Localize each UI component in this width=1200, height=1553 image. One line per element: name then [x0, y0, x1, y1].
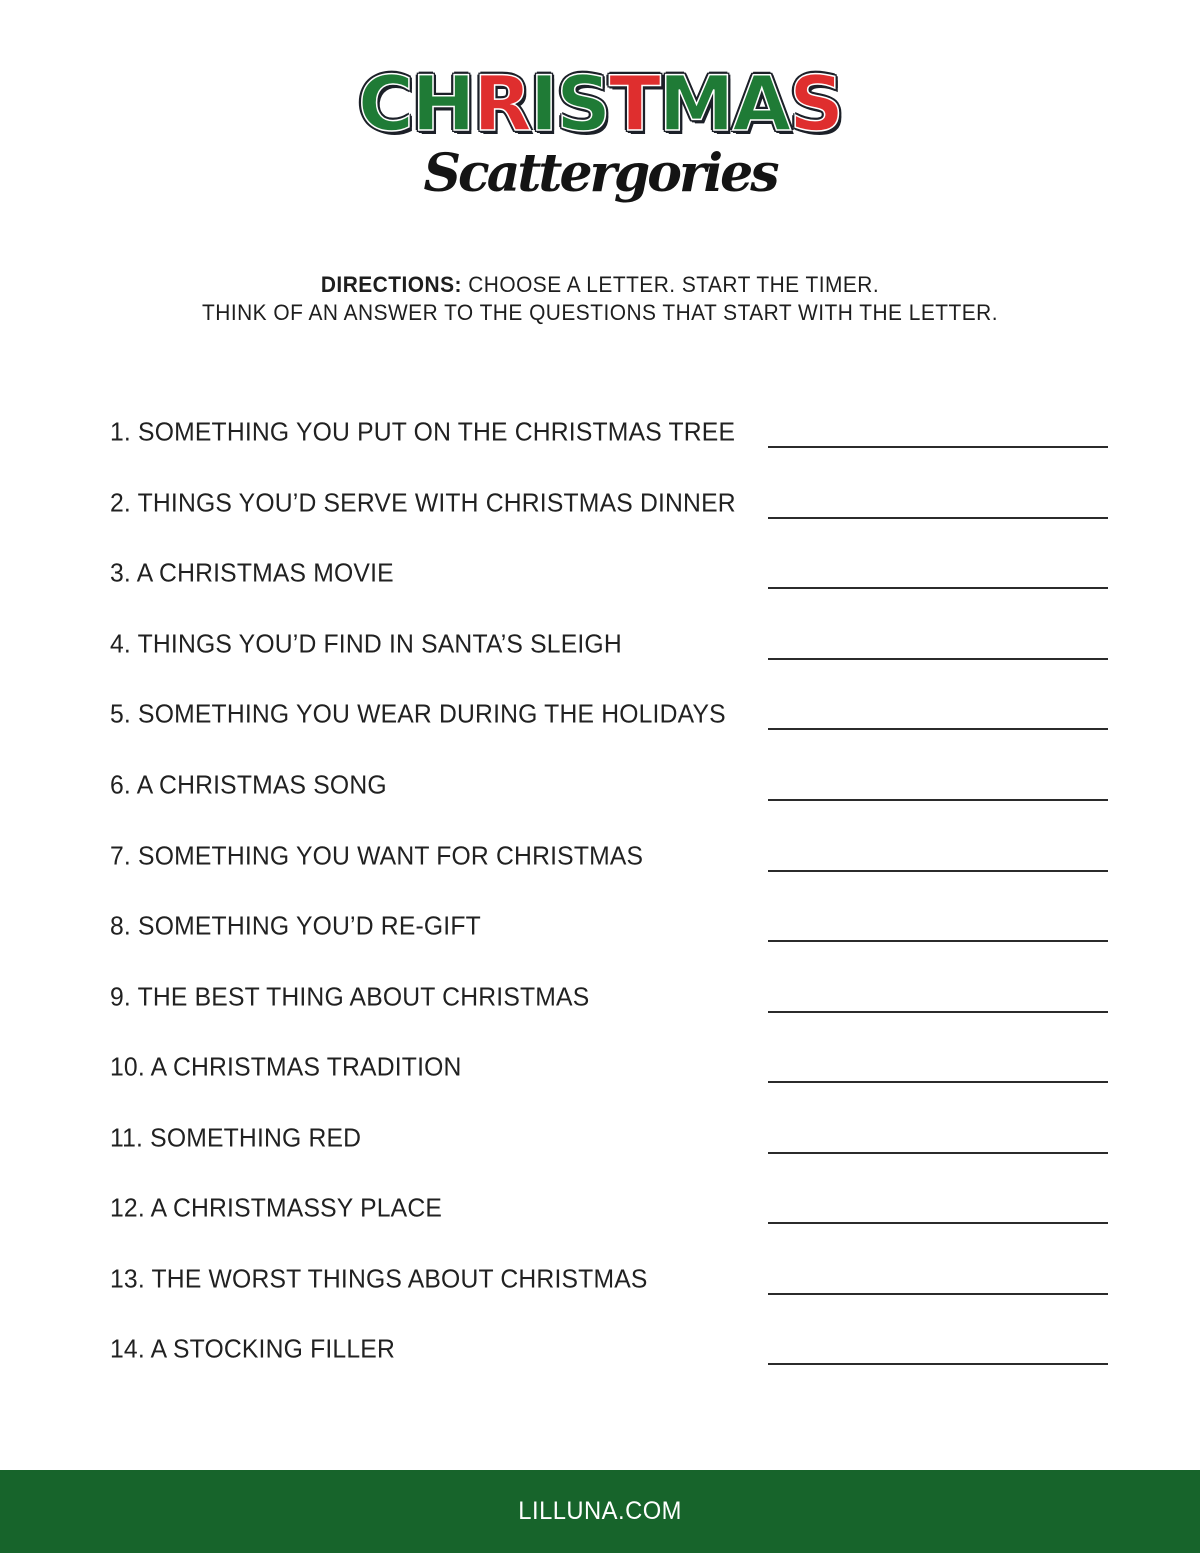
question-text: A CHRISTMAS TRADITION: [150, 1051, 462, 1082]
question-label: [110, 629, 622, 660]
title-letter: H: [411, 59, 474, 148]
answer-blank-line: [768, 1152, 1108, 1154]
answer-blank-line: [768, 587, 1108, 589]
question-text: A CHRISTMAS MOVIE: [136, 557, 394, 588]
question-number: 3.: [110, 557, 131, 588]
answer-blank-line: [768, 1081, 1108, 1083]
question-text: A CHRISTMAS SONG: [136, 769, 387, 800]
answer-blank-line: [768, 1293, 1108, 1295]
question-text: THINGS YOU’D SERVE WITH CHRISTMAS DINNER: [137, 487, 736, 518]
title-letter: A: [732, 59, 790, 148]
header: [0, 59, 1200, 204]
question-row-4: [0, 609, 1200, 679]
question-text: A STOCKING FILLER: [150, 1333, 395, 1364]
question-text: SOMETHING YOU WEAR DURING THE HOLIDAYS: [138, 698, 726, 729]
question-label: [110, 982, 589, 1013]
answer-blank-line: [768, 799, 1108, 801]
question-label: [110, 488, 736, 519]
question-row-13: [0, 1244, 1200, 1314]
question-text: SOMETHING YOU PUT ON THE CHRISTMAS TREE: [138, 416, 736, 447]
answer-blank-line: [768, 658, 1108, 660]
question-number: 11.: [110, 1122, 144, 1153]
question-text: SOMETHING YOU WANT FOR CHRISTMAS: [138, 840, 644, 871]
page-title: [357, 59, 842, 148]
question-number: 14.: [110, 1333, 145, 1364]
question-label: [110, 1264, 648, 1295]
title-letter: R: [473, 59, 530, 148]
question-number: 7.: [110, 840, 131, 871]
title-letter: S: [789, 59, 842, 148]
question-label: [110, 770, 387, 801]
answer-blank-line: [768, 940, 1108, 942]
question-label: [110, 699, 726, 730]
answer-blank-line: [768, 446, 1108, 448]
question-label: [110, 1193, 442, 1224]
directions-line-2: THINK OF AN ANSWER TO THE QUESTIONS THAT START WITH THE LETTER.: [202, 300, 998, 325]
question-text: THE WORST THINGS ABOUT CHRISTMAS: [151, 1263, 648, 1294]
question-row-12: [0, 1173, 1200, 1243]
answer-blank-line: [768, 870, 1108, 872]
footer-site-text: LILLUNA.COM: [518, 1497, 682, 1525]
question-row-1: [0, 397, 1200, 467]
page-subtitle-script: Scattergories: [423, 143, 777, 204]
question-row-14: [0, 1314, 1200, 1384]
question-row-7: [0, 821, 1200, 891]
title-letter: S: [556, 59, 609, 148]
question-label: [110, 417, 735, 448]
question-number: 10.: [110, 1051, 145, 1082]
answer-blank-line: [768, 1222, 1108, 1224]
directions-line-1: DIRECTIONS: CHOOSE A LETTER. START THE TIMER.: [320, 272, 880, 297]
answer-blank-line: [768, 517, 1108, 519]
question-row-3: [0, 538, 1200, 608]
question-text: SOMETHING YOU’D RE-GIFT: [138, 910, 481, 941]
question-row-8: [0, 891, 1200, 961]
directions-text: [30, 271, 1170, 327]
question-label: [110, 1052, 462, 1083]
title-letter: M: [658, 59, 733, 148]
answer-blank-line: [768, 1363, 1108, 1365]
question-number: 9.: [110, 981, 131, 1012]
answer-blank-line: [768, 1011, 1108, 1013]
question-number: 4.: [110, 628, 131, 659]
question-text: SOMETHING RED: [150, 1122, 362, 1153]
question-row-10: [0, 1032, 1200, 1102]
question-text: THINGS YOU’D FIND IN SANTA’S SLEIGH: [137, 628, 622, 659]
footer-bar: [0, 1470, 1200, 1553]
question-row-11: [0, 1103, 1200, 1173]
directions-label: DIRECTIONS:: [320, 272, 462, 297]
question-number: 5.: [110, 698, 131, 729]
answer-blank-line: [768, 728, 1108, 730]
question-number: 8.: [110, 910, 131, 941]
title-letter: T: [608, 59, 659, 148]
question-label: [110, 558, 394, 589]
title-letter: I: [529, 59, 557, 148]
question-row-9: [0, 962, 1200, 1032]
question-number: 13.: [110, 1263, 145, 1294]
question-number: 12.: [110, 1192, 145, 1223]
question-text: THE BEST THING ABOUT CHRISTMAS: [137, 981, 590, 1012]
question-row-5: [0, 679, 1200, 749]
question-number: 1.: [110, 416, 131, 447]
question-number: 2.: [110, 487, 131, 518]
question-label: [110, 911, 481, 942]
title-letter: C: [357, 59, 412, 148]
question-label: [110, 1334, 395, 1365]
question-text: A CHRISTMASSY PLACE: [150, 1192, 443, 1223]
question-number: 6.: [110, 769, 131, 800]
question-row-2: [0, 468, 1200, 538]
question-label: [110, 841, 643, 872]
question-row-6: [0, 750, 1200, 820]
question-label: [110, 1123, 361, 1154]
